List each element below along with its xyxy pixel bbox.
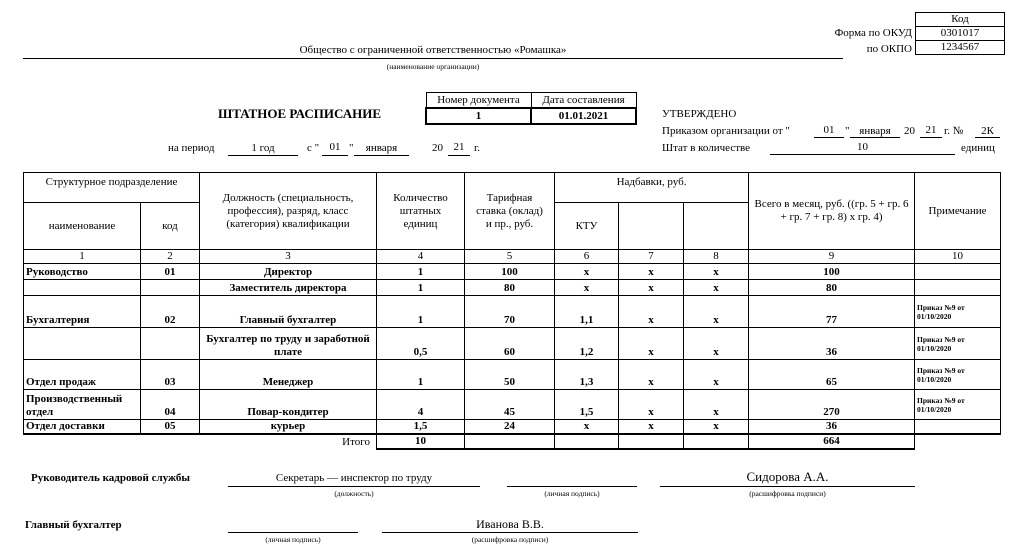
position: Заместитель директора <box>200 280 377 296</box>
note <box>915 264 1001 280</box>
period-year-suffix: г. <box>474 142 481 154</box>
dept-name: Руководство <box>24 264 141 280</box>
dept-name <box>24 280 141 296</box>
acc-label: Главный бухгалтер <box>25 519 122 531</box>
column-number: 1 <box>24 250 141 264</box>
month-total: 100 <box>749 264 915 280</box>
okud-value: 0301017 <box>916 27 1005 41</box>
bonus-ktu: х <box>555 264 619 280</box>
approved-order-prefix: Приказом организации от " <box>662 125 790 137</box>
hdr-bonus: Надбавки, руб. <box>555 173 749 203</box>
hdr-rate: Тарифная ставка (оклад) и пр., руб. <box>465 173 555 250</box>
note: Приказ №9 от 01/10/2020 <box>915 390 1001 420</box>
bonus-ktu: 1,3 <box>555 360 619 390</box>
doc-title: ШТАТНОЕ РАСПИСАНИЕ <box>218 106 382 121</box>
doc-number-label: Номер документа <box>426 93 531 109</box>
month-total: 80 <box>749 280 915 296</box>
tariff-rate: 80 <box>465 280 555 296</box>
bonus-ktu: 1,5 <box>555 390 619 420</box>
doc-date-label: Дата составления <box>531 93 636 109</box>
bonus-8: х <box>684 328 749 360</box>
dept-name: Отдел продаж <box>24 360 141 390</box>
table-row <box>24 328 1001 360</box>
column-number: 6 <box>555 250 619 264</box>
bonus-7: х <box>619 264 684 280</box>
bonus-8: х <box>684 280 749 296</box>
dept-code: 04 <box>141 390 200 420</box>
dept-code: 02 <box>141 296 200 328</box>
position: Бухгалтер по труду и заработной плате <box>200 328 377 360</box>
dept-name: Производственный отдел <box>24 390 141 420</box>
approved-year-prefix: 20 <box>904 125 915 137</box>
doc-number: 1 <box>426 108 531 124</box>
cap-sign2: (личная подпись) <box>265 535 321 544</box>
month-total: 77 <box>749 296 915 328</box>
hdr-count: Количество штатных единиц <box>377 173 465 250</box>
dept-code: 03 <box>141 360 200 390</box>
period-value: 1 год <box>251 142 275 154</box>
table-row <box>24 264 1001 280</box>
month-total: 36 <box>749 420 915 435</box>
bonus-ktu: 1,1 <box>555 296 619 328</box>
period-label: на период <box>168 142 215 154</box>
hr-name: Сидорова А.А. <box>746 469 829 484</box>
doc-date: 01.01.2021 <box>531 108 636 124</box>
note: Приказ №9 от 01/10/2020 <box>915 296 1001 328</box>
column-number: 7 <box>619 250 684 264</box>
note <box>915 280 1001 296</box>
dept-code: 05 <box>141 420 200 435</box>
acc-name: Иванова В.В. <box>476 517 544 531</box>
codes-table <box>915 12 1005 55</box>
org-caption: (наименование организации) <box>386 62 480 71</box>
staff-count: 10 <box>857 141 868 153</box>
column-number: 9 <box>749 250 915 264</box>
position: курьер <box>200 420 377 435</box>
table-row <box>24 420 1001 435</box>
period-month: января <box>365 142 398 154</box>
staff-rows <box>24 264 1001 435</box>
okpo-label: по ОКПО <box>866 43 912 55</box>
month-total: 65 <box>749 360 915 390</box>
tariff-rate: 70 <box>465 296 555 328</box>
column-number: 2 <box>141 250 200 264</box>
hdr-dept-name: наименование <box>24 203 141 250</box>
position: Менеджер <box>200 360 377 390</box>
column-number: 3 <box>200 250 377 264</box>
column-number: 5 <box>465 250 555 264</box>
total-sum: 664 <box>749 434 915 449</box>
approved-order-month: января <box>859 125 891 137</box>
dept-name: Бухгалтерия <box>24 296 141 328</box>
unit-count: 1,5 <box>377 420 465 435</box>
position: Главный бухгалтер <box>200 296 377 328</box>
note <box>915 420 1001 435</box>
cap-decode: (расшифровка подписи) <box>749 489 826 498</box>
period-year: 21 <box>453 141 465 153</box>
dept-name <box>24 328 141 360</box>
position: Директор <box>200 264 377 280</box>
table-row <box>24 280 1001 296</box>
month-total: 270 <box>749 390 915 420</box>
hdr-total: Всего в месяц, руб. ((гр. 5 + гр. 6 + гр. 7 + гр. 8) х гр. 4) <box>749 173 915 250</box>
approved-year-suffix: г. № <box>944 125 964 137</box>
table-row <box>24 296 1001 328</box>
staff-table <box>23 172 1001 450</box>
approved-order-year: 21 <box>925 124 937 136</box>
dept-code <box>141 280 200 296</box>
doc-number-table <box>425 92 637 125</box>
bonus-ktu: х <box>555 420 619 435</box>
unit-count: 1 <box>377 360 465 390</box>
unit-count: 1 <box>377 264 465 280</box>
total-count: 10 <box>377 434 465 449</box>
bonus-ktu: 1,2 <box>555 328 619 360</box>
bonus-7: х <box>619 420 684 435</box>
tariff-rate: 100 <box>465 264 555 280</box>
cap-sign: (личная подпись) <box>544 489 600 498</box>
bonus-7: х <box>619 360 684 390</box>
hdr-dept: Структурное подразделение <box>24 173 200 203</box>
table-row <box>24 390 1001 420</box>
unit-count: 0,5 <box>377 328 465 360</box>
column-number: 4 <box>377 250 465 264</box>
column-number: 8 <box>684 250 749 264</box>
org-name: Общество с ограниченной ответственностью «Ромашка» <box>299 44 567 56</box>
bonus-8: х <box>684 360 749 390</box>
approved-order-day: 01 <box>823 124 835 136</box>
total-label: Итого <box>200 434 377 449</box>
tariff-rate: 45 <box>465 390 555 420</box>
period-year-prefix: 20 <box>432 142 443 154</box>
bonus-8: х <box>684 390 749 420</box>
bonus-7: х <box>619 296 684 328</box>
tariff-rate: 50 <box>465 360 555 390</box>
bonus-7: х <box>619 280 684 296</box>
unit-count: 1 <box>377 280 465 296</box>
dept-name: Отдел доставки <box>24 420 141 435</box>
bonus-7: х <box>619 390 684 420</box>
column-numbers-row <box>24 250 1001 264</box>
unit-count: 1 <box>377 296 465 328</box>
hdr-note: Примечание <box>915 173 1001 250</box>
hr-position: Секретарь — инспектор по труду <box>275 472 433 484</box>
tariff-rate: 60 <box>465 328 555 360</box>
staff-unit: единиц <box>961 142 995 154</box>
okpo-value: 1234567 <box>916 41 1005 55</box>
bonus-8: х <box>684 420 749 435</box>
cap-decode2: (расшифровка подписи) <box>471 535 549 544</box>
codes-header: Код <box>916 13 1005 27</box>
approved-title: УТВЕРЖДЕНО <box>662 108 737 120</box>
period-from: с " <box>307 142 320 154</box>
bonus-7: х <box>619 328 684 360</box>
staff-label: Штат в количестве <box>662 142 751 154</box>
okud-label: Форма по ОКУД <box>834 27 912 39</box>
period-day: 01 <box>329 141 341 153</box>
unit-count: 4 <box>377 390 465 420</box>
hdr-ktu: КТУ <box>555 203 619 250</box>
cap-position: (должность) <box>334 489 374 498</box>
position: Повар-кондитер <box>200 390 377 420</box>
hdr-dept-code: код <box>141 203 200 250</box>
column-number: 10 <box>915 250 1001 264</box>
bonus-ktu: х <box>555 280 619 296</box>
approved-order-no: 2К <box>981 125 994 137</box>
note: Приказ №9 от 01/10/2020 <box>915 328 1001 360</box>
hr-label: Руководитель кадровой службы <box>31 472 190 484</box>
tariff-rate: 24 <box>465 420 555 435</box>
total-row <box>24 434 1001 449</box>
dept-code: 01 <box>141 264 200 280</box>
bonus-8: х <box>684 264 749 280</box>
dept-code <box>141 328 200 360</box>
bonus-8: х <box>684 296 749 328</box>
hdr-position: Должность (специальность, профессия), разряд, класс (категория) квалификации <box>200 173 377 250</box>
note: Приказ №9 от 01/10/2020 <box>915 360 1001 390</box>
table-row <box>24 360 1001 390</box>
month-total: 36 <box>749 328 915 360</box>
